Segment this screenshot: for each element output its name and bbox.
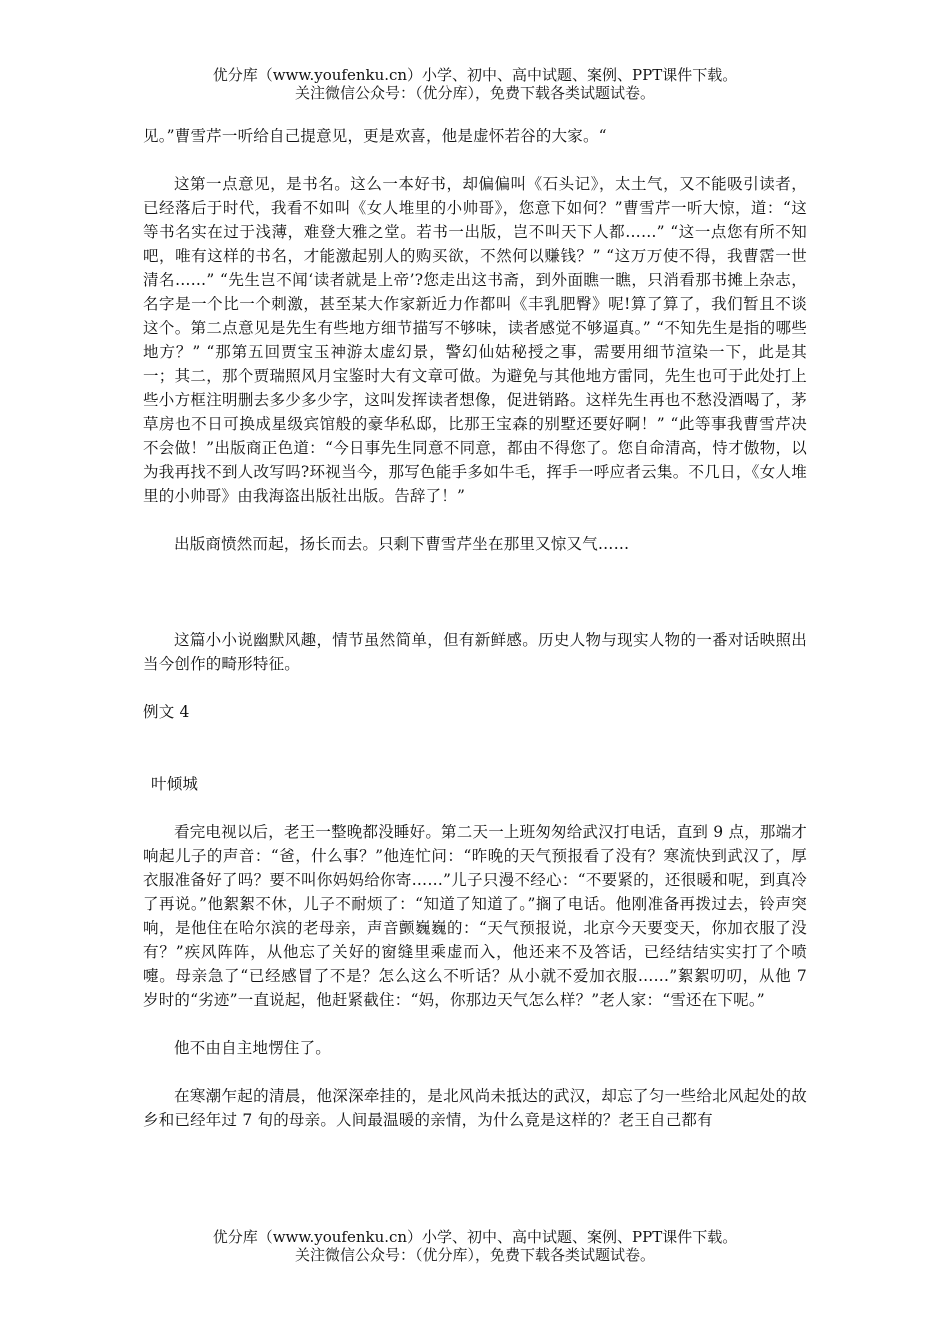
paragraph-9: 在寒潮乍起的清晨，他深深牵挂的，是北风尚未抵达的武汉，却忘了匀一些给北风起处的故乡和已经年过 7 旬的母亲。人间最温暖的亲情，为什么竟是这样的？老王自己都有 (143, 1087, 807, 1129)
header-line-2: 关注微信公众号：（优分库），免费下载各类试题试卷。 (294, 84, 655, 102)
example-heading: 例文 4 (143, 703, 190, 721)
footer-line-1: 优分库（www.youfenku.cn）小学、初中、高中试题、案例、PPT课件下载。 (212, 1228, 738, 1246)
document-body (143, 124, 807, 1132)
paragraph-2: 这第一点意见，是书名。这么一本好书，却偏偏叫《石头记》，太土气，又不能吸引读者，已经落后于时代，我看不如叫《女人堆里的小帅哥》，您意下如何？”曹雪芹一听大惊，道：“这等书名实在过于浅薄，难登大雅之堂。若书一出版，岂不叫天下人都……” “这一点您有所不知吧，唯有这样的书名，才能激起别人的购买欲，不然何以赚钱？” “这万万使不得，我曹霑一世清名……” “先生岂不闻‘读者就是上帝’?您走出这书斋，到外面瞧一瞧，只消看那书摊上杂志，名字是一个比一个刺激，甚至某大作家新近力作都叫《丰乳肥臀》呢!算了算了，我们暂且不谈这个。第二点意见是先生有些地方细节描写不够味，读者感觉不够逼真。” “不知先生是指的哪些地方？” “那第五回贾宝玉神游太虚幻景，警幻仙姑秘授之事，需要用细节渲染一下，此是其一；其二，那个贾瑞照风月宝鉴时大有文章可做。为避免与其他地方雷同，先生也可于此处打上些小方框注明删去多少多少字，这叫发挥读者想像，促进销路。这样先生再也不愁没酒喝了，茅草房也不日可换成星级宾馆般的豪华私邸，比那王宝森的别墅还要好啊！” “此等事我曹雪芹决不会做！”出版商正色道：“今日事先生同意不同意，都由不得您了。您自命清高，恃才傲物，以为我再找不到人改写吗?环视当今，那写色能手多如牛毛，挥手一呼应者云集。不几日，《女人堆里的小帅哥》由我海盗出版社出版。告辞了！” (143, 175, 807, 505)
header-line-1: 优分库（www.youfenku.cn）小学、初中、高中试题、案例、PPT课件下载。 (212, 66, 738, 84)
page-header (0, 66, 950, 102)
footer-line-2: 关注微信公众号：（优分库），免费下载各类试题试卷。 (294, 1246, 655, 1264)
author-name: 叶倾城 (151, 775, 199, 793)
paragraph-8: 他不由自主地愣住了。 (174, 1039, 332, 1057)
commentary-paragraph: 这篇小小说幽默风趣，情节虽然简单，但有新鲜感。历史人物与现实人物的一番对话映照出当今创作的畸形特征。 (143, 631, 807, 673)
page-footer (0, 1228, 950, 1264)
paragraph-1: 见。”曹雪芹一听给自己提意见，更是欢喜，他是虚怀若谷的大家。“ (143, 127, 607, 145)
paragraph-3: 出版商愤然而起，扬长而去。只剩下曹雪芹坐在那里又惊又气…… (174, 535, 630, 553)
paragraph-7: 看完电视以后，老王一整晚都没睡好。第二天一上班匆匆给武汉打电话，直到 9 点，那端才响起儿子的声音：“爸，什么事？”他连忙问：“昨晚的天气预报看了没有？寒流快到武汉了，厚衣服准备好了吗？要不叫你妈妈给你寄……”儿子只漫不经心：“不要紧的，还很暖和呢，到真冷了再说。”他絮絮不休，儿子不耐烦了：“知道了知道了。”搁了电话。他刚准备再拨过去，铃声突响，是他住在哈尔滨的老母亲，声音颤巍巍的：“天气预报说，北京今天要变天，你加衣服了没有？”疾风阵阵，从他忘了关好的窗缝里乘虚而入，他还来不及答话，已经结结实实打了个喷嚏。母亲急了“已经感冒了不是？怎么这么不听话？从小就不爱加衣服……”絮絮叨叨，从他 7 岁时的“劣迹”一直说起，他赶紧截住：“妈，你那边天气怎么样？”老人家：“雪还在下呢。” (143, 823, 807, 1009)
